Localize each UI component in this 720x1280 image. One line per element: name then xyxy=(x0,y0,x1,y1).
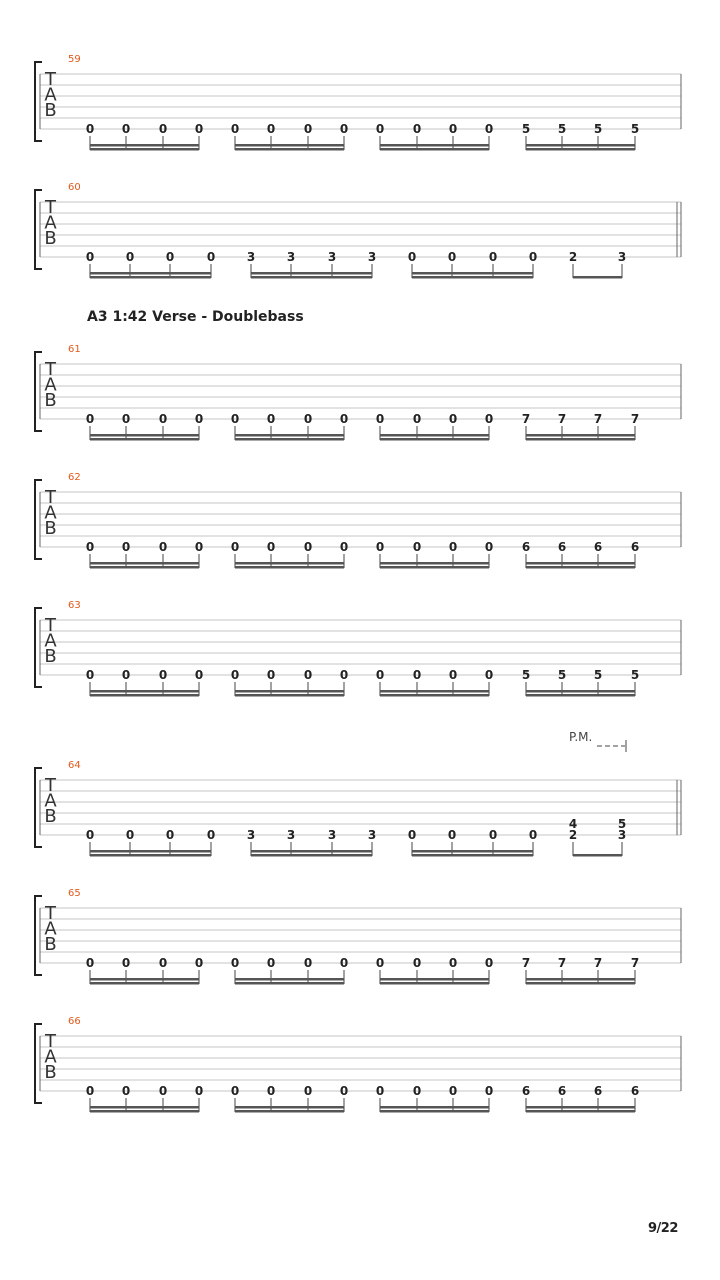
tab-clef-letter: B xyxy=(44,100,57,121)
tab-staff xyxy=(35,1016,681,1113)
fret-number: 0 xyxy=(266,122,276,136)
fret-number: 0 xyxy=(230,540,240,554)
fret-number: 3 xyxy=(246,250,256,264)
fret-number: 0 xyxy=(488,828,498,842)
fret-number: 5 xyxy=(521,668,531,682)
fret-number: 0 xyxy=(488,250,498,264)
note-beam-secondary xyxy=(90,562,199,565)
page-number: 9/22 xyxy=(648,1221,678,1236)
fret-number: 0 xyxy=(484,668,494,682)
fret-number: 5 xyxy=(630,668,640,682)
tab-clef-letter: A xyxy=(44,1046,57,1068)
note-beam-secondary xyxy=(412,850,533,853)
fret-number: 0 xyxy=(339,1084,349,1098)
fret-number: 2 xyxy=(568,828,578,842)
fret-number: 6 xyxy=(593,540,603,554)
fret-number: 0 xyxy=(194,412,204,426)
measure-number: 64 xyxy=(68,760,81,771)
measure-number: 61 xyxy=(68,344,81,355)
fret-number: 3 xyxy=(367,828,377,842)
note-beam xyxy=(380,148,489,151)
measure-number: 59 xyxy=(68,54,81,65)
fret-number: 6 xyxy=(630,1084,640,1098)
fret-number: 0 xyxy=(448,668,458,682)
tab-clef-letter: B xyxy=(44,806,57,827)
note-beam-secondary xyxy=(380,1106,489,1109)
fret-number: 6 xyxy=(557,540,567,554)
fret-number: 0 xyxy=(85,828,95,842)
fret-number: 0 xyxy=(121,668,131,682)
note-beam xyxy=(573,854,622,857)
fret-number: 0 xyxy=(484,540,494,554)
fret-number: 0 xyxy=(447,250,457,264)
fret-number: 0 xyxy=(158,668,168,682)
fret-number: 0 xyxy=(407,250,417,264)
fret-number: 0 xyxy=(484,412,494,426)
fret-number: 0 xyxy=(266,412,276,426)
fret-number: 0 xyxy=(303,956,313,970)
fret-number: 0 xyxy=(121,1084,131,1098)
measure-number: 62 xyxy=(68,472,81,483)
fret-number: 0 xyxy=(448,412,458,426)
tab-clef-letter: B xyxy=(44,228,57,249)
note-beam xyxy=(235,694,344,697)
fret-number: 0 xyxy=(412,668,422,682)
note-beam xyxy=(90,982,199,985)
fret-number: 0 xyxy=(230,1084,240,1098)
fret-number: 0 xyxy=(121,956,131,970)
fret-number: 0 xyxy=(375,956,385,970)
fret-number: 0 xyxy=(158,122,168,136)
fret-number: 0 xyxy=(266,668,276,682)
fret-number: 3 xyxy=(286,250,296,264)
note-beam xyxy=(573,276,622,279)
note-beam-secondary xyxy=(412,272,533,275)
note-beam-secondary xyxy=(90,272,211,275)
note-beam-secondary xyxy=(526,434,635,437)
note-beam xyxy=(90,148,199,151)
note-beam xyxy=(526,566,635,569)
fret-number: 7 xyxy=(630,412,640,426)
fret-number: 0 xyxy=(206,828,216,842)
fret-number: 0 xyxy=(448,122,458,136)
fret-number: 6 xyxy=(557,1084,567,1098)
fret-number: 0 xyxy=(165,250,175,264)
note-beam-secondary xyxy=(380,144,489,147)
fret-number: 7 xyxy=(557,956,567,970)
note-beam-secondary xyxy=(526,562,635,565)
fret-number: 0 xyxy=(85,1084,95,1098)
fret-number: 0 xyxy=(194,122,204,136)
fret-number: 0 xyxy=(230,956,240,970)
fret-number: 0 xyxy=(158,956,168,970)
note-beam-secondary xyxy=(90,978,199,981)
fret-number: 0 xyxy=(303,412,313,426)
fret-number: 6 xyxy=(521,1084,531,1098)
fret-number: 0 xyxy=(412,122,422,136)
note-beam xyxy=(90,854,211,857)
fret-number: 0 xyxy=(447,828,457,842)
tab-clef-letter: A xyxy=(44,374,57,396)
fret-number: 7 xyxy=(630,956,640,970)
palm-mute-label: P.M. xyxy=(569,730,593,744)
fret-number: 0 xyxy=(206,250,216,264)
tab-clef-letter: B xyxy=(44,390,57,411)
fret-number: 0 xyxy=(339,412,349,426)
fret-number: 7 xyxy=(521,412,531,426)
tab-staff xyxy=(35,54,681,151)
fret-number: 0 xyxy=(339,668,349,682)
fret-number: 5 xyxy=(521,122,531,136)
fret-number: 0 xyxy=(484,1084,494,1098)
fret-number: 0 xyxy=(375,122,385,136)
fret-number: 0 xyxy=(412,540,422,554)
tab-clef-letter: B xyxy=(44,934,57,955)
fret-number-upper: 4 xyxy=(568,817,578,831)
note-beam xyxy=(380,694,489,697)
fret-number: 5 xyxy=(557,122,567,136)
fret-number: 0 xyxy=(412,1084,422,1098)
note-beam xyxy=(90,1110,199,1113)
note-beam xyxy=(235,982,344,985)
note-beam-secondary xyxy=(380,434,489,437)
fret-number: 0 xyxy=(484,956,494,970)
note-beam-secondary xyxy=(90,1106,199,1109)
tab-clef-letter: T xyxy=(45,775,56,796)
fret-number: 0 xyxy=(158,540,168,554)
fret-number: 0 xyxy=(125,828,135,842)
tab-clef-letter: A xyxy=(44,630,57,652)
fret-number: 0 xyxy=(266,540,276,554)
note-beam-secondary xyxy=(90,434,199,437)
tab-clef-letter: A xyxy=(44,790,57,812)
fret-number: 0 xyxy=(85,540,95,554)
fret-number: 0 xyxy=(85,668,95,682)
fret-number: 0 xyxy=(85,412,95,426)
fret-number: 0 xyxy=(121,122,131,136)
note-beam-secondary xyxy=(235,144,344,147)
fret-number: 0 xyxy=(375,1084,385,1098)
tab-clef-letter: T xyxy=(45,903,56,924)
note-beam-secondary xyxy=(90,144,199,147)
measure-number: 66 xyxy=(68,1016,81,1027)
fret-number: 7 xyxy=(521,956,531,970)
fret-number: 0 xyxy=(194,668,204,682)
note-beam xyxy=(526,148,635,151)
note-beam-secondary xyxy=(526,978,635,981)
fret-number: 5 xyxy=(630,122,640,136)
fret-number: 0 xyxy=(528,828,538,842)
note-beam xyxy=(412,854,533,857)
fret-number: 6 xyxy=(593,1084,603,1098)
fret-number: 7 xyxy=(557,412,567,426)
fret-number: 3 xyxy=(327,250,337,264)
note-beam xyxy=(412,276,533,279)
tab-clef-letter: T xyxy=(45,197,56,218)
note-beam xyxy=(380,1110,489,1113)
fret-number: 0 xyxy=(448,956,458,970)
tab-clef-letter: A xyxy=(44,918,57,940)
fret-number: 0 xyxy=(528,250,538,264)
note-beam xyxy=(235,148,344,151)
note-beam xyxy=(526,694,635,697)
fret-number: 0 xyxy=(85,122,95,136)
tab-clef-letter: A xyxy=(44,212,57,234)
fret-number: 0 xyxy=(375,412,385,426)
fret-number: 0 xyxy=(158,1084,168,1098)
note-beam-secondary xyxy=(251,850,372,853)
fret-number: 6 xyxy=(521,540,531,554)
fret-number: 0 xyxy=(412,956,422,970)
note-beam-secondary xyxy=(526,690,635,693)
fret-number-upper: 5 xyxy=(617,817,627,831)
fret-number: 0 xyxy=(484,122,494,136)
note-beam-secondary xyxy=(251,272,372,275)
tab-staff xyxy=(35,740,681,857)
tab-staff xyxy=(35,182,681,279)
fret-number: 0 xyxy=(375,668,385,682)
note-beam-secondary xyxy=(235,978,344,981)
note-beam xyxy=(90,276,211,279)
fret-number: 0 xyxy=(448,540,458,554)
measure-number: 60 xyxy=(68,182,81,193)
fret-number: 0 xyxy=(448,1084,458,1098)
tab-clef-letter: T xyxy=(45,1031,56,1052)
measure-number: 65 xyxy=(68,888,81,899)
note-beam xyxy=(380,566,489,569)
fret-number: 0 xyxy=(303,540,313,554)
fret-number: 0 xyxy=(121,412,131,426)
fret-number: 0 xyxy=(194,1084,204,1098)
note-beam xyxy=(235,1110,344,1113)
fret-number: 0 xyxy=(85,956,95,970)
tab-clef-letter: T xyxy=(45,615,56,636)
note-beam xyxy=(380,438,489,441)
fret-number: 3 xyxy=(246,828,256,842)
note-beam-secondary xyxy=(90,850,211,853)
fret-number: 0 xyxy=(266,1084,276,1098)
fret-number: 6 xyxy=(630,540,640,554)
fret-number: 3 xyxy=(617,250,627,264)
note-beam xyxy=(235,566,344,569)
note-beam xyxy=(90,566,199,569)
fret-number: 0 xyxy=(303,1084,313,1098)
fret-number: 0 xyxy=(303,668,313,682)
fret-number: 0 xyxy=(339,956,349,970)
tab-staff xyxy=(35,472,681,569)
fret-number: 0 xyxy=(230,122,240,136)
note-beam xyxy=(251,854,372,857)
fret-number: 3 xyxy=(367,250,377,264)
note-beam-secondary xyxy=(235,434,344,437)
fret-number: 0 xyxy=(121,540,131,554)
tab-clef-letter: A xyxy=(44,502,57,524)
fret-number: 0 xyxy=(303,122,313,136)
note-beam-secondary xyxy=(235,1106,344,1109)
fret-number: 2 xyxy=(568,250,578,264)
tab-clef-letter: B xyxy=(44,646,57,667)
note-beam xyxy=(380,982,489,985)
fret-number: 7 xyxy=(593,956,603,970)
fret-number: 0 xyxy=(339,122,349,136)
fret-number: 5 xyxy=(557,668,567,682)
fret-number: 0 xyxy=(85,250,95,264)
note-beam-secondary xyxy=(380,562,489,565)
fret-number: 0 xyxy=(125,250,135,264)
fret-number: 3 xyxy=(617,828,627,842)
fret-number: 0 xyxy=(165,828,175,842)
note-beam xyxy=(251,276,372,279)
note-beam xyxy=(526,438,635,441)
note-beam-secondary xyxy=(526,1106,635,1109)
note-beam-secondary xyxy=(380,690,489,693)
tab-clef-letter: T xyxy=(45,69,56,90)
fret-number: 5 xyxy=(593,668,603,682)
fret-number: 0 xyxy=(194,540,204,554)
tab-staff xyxy=(35,888,681,985)
measure-number: 63 xyxy=(68,600,81,611)
note-beam-secondary xyxy=(526,144,635,147)
tab-staff xyxy=(35,344,681,441)
fret-number: 0 xyxy=(194,956,204,970)
fret-number: 3 xyxy=(327,828,337,842)
fret-number: 0 xyxy=(407,828,417,842)
note-beam xyxy=(90,694,199,697)
tab-clef-letter: T xyxy=(45,487,56,508)
fret-number: 0 xyxy=(158,412,168,426)
note-beam xyxy=(235,438,344,441)
fret-number: 0 xyxy=(230,668,240,682)
note-beam-secondary xyxy=(90,690,199,693)
fret-number: 0 xyxy=(412,412,422,426)
tab-clef-letter: A xyxy=(44,84,57,106)
fret-number: 0 xyxy=(375,540,385,554)
note-beam-secondary xyxy=(235,690,344,693)
note-beam xyxy=(526,1110,635,1113)
fret-number: 0 xyxy=(339,540,349,554)
tab-staff xyxy=(35,600,681,697)
tab-clef-letter: B xyxy=(44,1062,57,1083)
section-marker: A3 1:42 Verse - Doublebass xyxy=(87,309,304,325)
note-beam xyxy=(526,982,635,985)
fret-number: 0 xyxy=(266,956,276,970)
note-beam-secondary xyxy=(235,562,344,565)
note-beam xyxy=(90,438,199,441)
note-beam-secondary xyxy=(380,978,489,981)
fret-number: 0 xyxy=(230,412,240,426)
tab-clef-letter: B xyxy=(44,518,57,539)
fret-number: 3 xyxy=(286,828,296,842)
fret-number: 7 xyxy=(593,412,603,426)
tab-clef-letter: T xyxy=(45,359,56,380)
fret-number: 5 xyxy=(593,122,603,136)
